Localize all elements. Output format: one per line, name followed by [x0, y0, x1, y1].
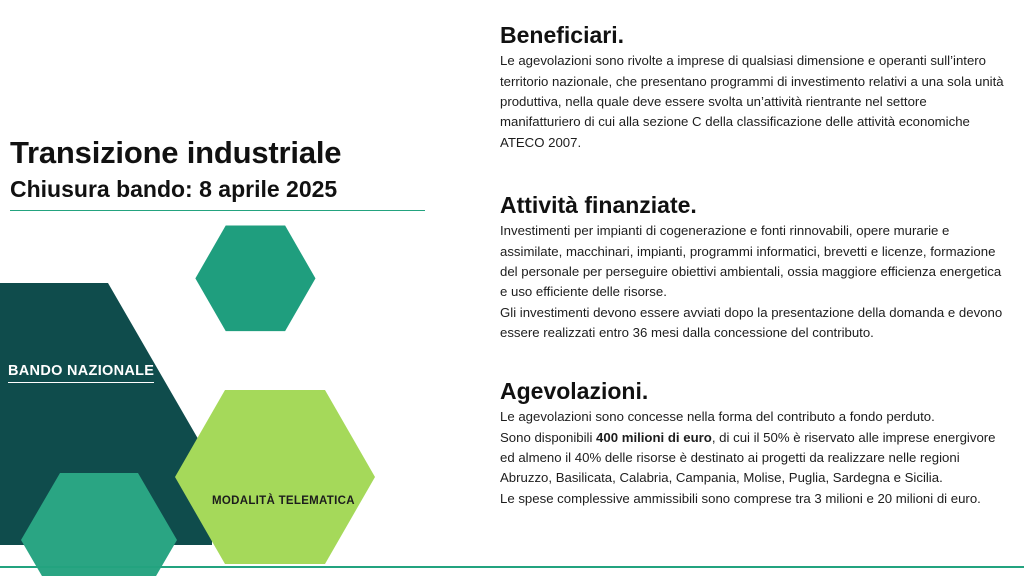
section-agevolazioni	[500, 378, 1006, 509]
section-paragraph: Le agevolazioni sono rivolte a imprese di qualsiasi dimensione e operanti sull’intero territorio nazionale, che presentano programmi di investimento relativi a una sola unità produttiva, nella quale deve essere svolta un’attività rientrante nel settore manifatturiero di cui alla sezione C della classificazione delle attività economiche ATECO 2007.	[500, 53, 1004, 150]
section-paragraph: Investimenti per impianti di cogenerazione e fonti rinnovabili, opere murarie e assimilate, macchinari, impianti, programmi informatici, brevetti e licenze, formazione del personale per perseguire obiettivi ambientali, ossia maggiore efficienza energetica e uso efficiente delle risorse.	[500, 223, 1002, 300]
left-panel	[0, 0, 470, 576]
title-block	[10, 136, 430, 211]
section-paragraph: Gli investimenti devono essere avviati dopo la presentazione della domanda e devono essere realizzati entro 36 mesi dalla concessione del contributo.	[500, 304, 1003, 341]
section-heading: Agevolazioni.	[500, 378, 649, 404]
section-paragraph: Le agevolazioni sono concesse nella forma del contributo a fondo perduto.	[500, 409, 935, 425]
section-heading: Beneficiari.	[500, 22, 624, 48]
badge-bando-nazionale: BANDO NAZIONALE	[8, 364, 154, 383]
slide-subtitle: Chiusura bando: 8 aprile 2025	[10, 176, 425, 211]
section-attivita-finanziate	[500, 192, 1006, 343]
section-paragraph-highlighted: Sono disponibili 400 milioni di euro, di cui il 50% è riservato alle imprese energivore ed almeno il 40% delle risorse è destinato ai progetti da realizzare nelle regioni Abruzzo, Basilicata, Calabria, Campania, Molise, Puglia, Sardegna e Sicilia.	[500, 429, 996, 486]
badge-modalita-telematica: MODALITÀ TELEMATICA	[212, 495, 355, 507]
page-title: Transizione industriale	[10, 135, 342, 170]
section-beneficiari	[500, 22, 1006, 153]
section-paragraph: Le spese complessive ammissibili sono comprese tra 3 milioni e 20 milioni di euro.	[500, 490, 981, 506]
hexagon-graphics	[0, 215, 470, 576]
section-heading: Attività finanziate.	[500, 192, 697, 218]
teal-hexagon-top	[195, 226, 315, 332]
bottom-accent-rule	[0, 566, 1024, 568]
content-column	[500, 22, 1012, 568]
